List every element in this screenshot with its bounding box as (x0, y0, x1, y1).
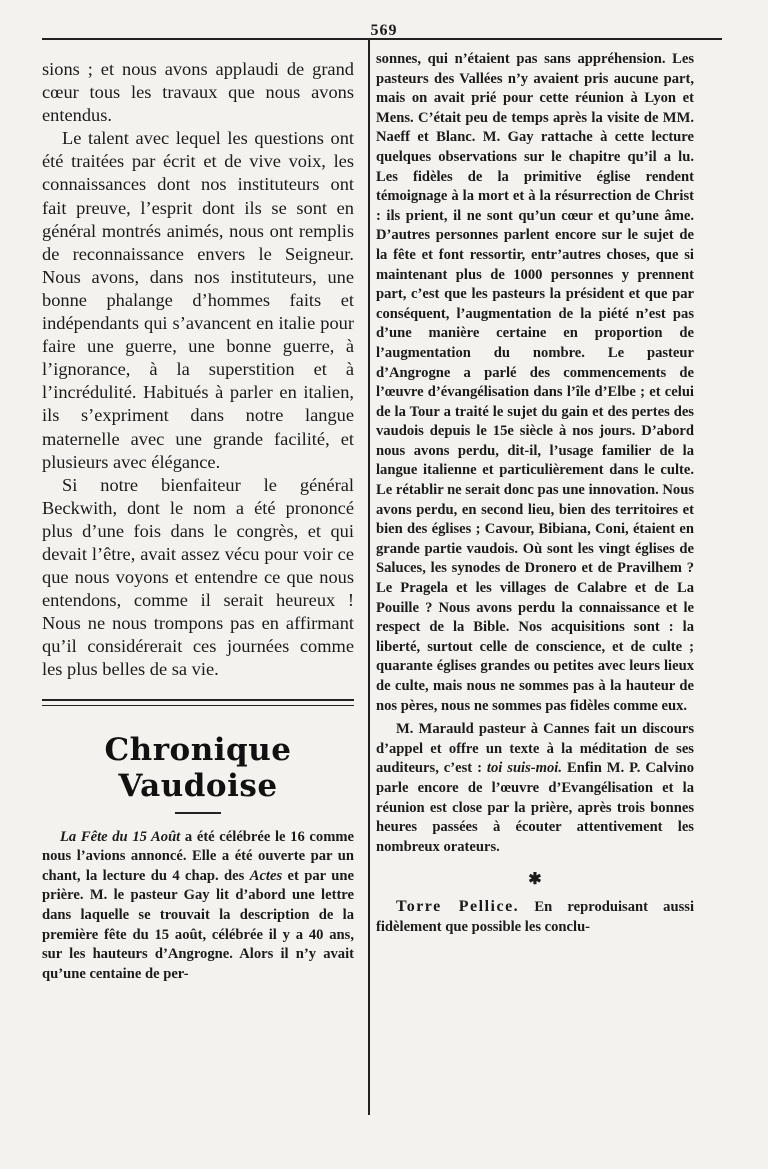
quote-text: toi suis-moi. (486, 760, 563, 777)
torre-pellice-text: En reproduisant aussi fidèlement que possible les conclu- (376, 899, 694, 935)
left-paragraph-2: Le talent avec lequel les questions ont été traitées par écrit et de vive voix, les connaissances dont nos instituteurs ont fait preuve, l’esprit dont ils se sont en général montrés animés, nous ont remplis de reconnaissance envers le Seigneur. Nous avons, dans nos instituteurs, une bonne phalange d’hommes faits et indépendants qui s’avancent en italie pour faire une guerre, une bonne guerre, à l’ignorance, à la superstition et à l’incrédulité. Habitués à parler en italien, ils s’expriment dans notre langue maternelle avec une grande facilité, et plusieurs avec élégance. (42, 128, 354, 472)
section-title: Chronique Vaudoise (104, 731, 292, 804)
torre-pellice-paragraph (376, 897, 694, 937)
left-paragraph-3: Si notre bienfaiteur le général Beckwith, dont le nom a été prononcé plus d’une fois dans le congrès, et qui devait l’être, avait assez vécu pour voir ce que nous voyons et entendre ce que nous entendons, comme il serait heureux ! Nous ne nous trompons pas en affirmant qu’il considérerait ces journées comme les plus belles de sa vie. (42, 474, 354, 680)
right-paragraph-1: sonnes, qui n’étaient pas sans appréhension. Les pasteurs des Vallées n’y avaient pris aucune part, mais on avait prié pour cette réunion à Lyon et Mens. C’était peu de temps après la visite de MM. Naeff et Blanc. M. Gay rattache à cette lecture quelques observations sur le chapitre qu’il a lu. Les fidèles de la primitive église rendent témoignage à la mort et à la résurrection de Christ : ils prient, il ne sont qu’un cœur et qu’une âme. D’autres personnes parlent encore sur le sujet de la fête et font ressortir, entr’autres choses, que si maintenant plus de 1000 personnes y prennent part, c’est que les pasteurs la président et que par conséquent, l’augmentation de la piété n’est pas d’une manière certaine en proportion de l’augmentation du nombre. Le pasteur d’Angrogne a parlé des commencements de l’œuvre d’évangélisation dans l’île d’Elbe ; et celui de la Tour a traité le sujet du gain et des pertes des vaudois depuis le 15e siècle à nos jours. D’abord nous avons perdu, dit-il, l’usage familier de la langue italienne et particulièrement dans le culte. Le rétablir ne serait donc pas une innovation. Nous avons perdu, en second lieu, bien des territoires et bien des églises ; Cavour, Bibiana, Coni, étaient en grande partie vaudois. Où sont les vingt églises de Saluces, les synodes de Dronero et de Pravilhem ? Le Pragela et les villages de Calabre et de La Pouille ? Nous avons perdu la connaissance et le respect de la Bible. Nos acquisitions sont : la liberté, surtout celle de conscience, et de culte ; quarante églises grandes ou petites avec leurs lieux de culte, mais nous ne sommes pas à la hauteur de nos pères, nous ne sommes pas fidèles comme eux. (376, 51, 694, 714)
page-number: 569 (370, 22, 398, 39)
asterism-separator: ✱ (528, 871, 542, 889)
header-rule (42, 38, 722, 40)
right-paragraph-2-end: Enfin M. P. Calvino parle encore de l’œuvre d’Evangélisation et la réunion est close par la prière, après trois bonnes heures passées à écouter attentivement les nombreux orateurs. (376, 760, 694, 855)
left-column (42, 58, 354, 984)
fete-title: La Fête du 15 Août (60, 828, 181, 845)
section-separator (42, 699, 354, 706)
actes-title: Actes (249, 867, 283, 884)
right-column (376, 50, 694, 938)
left-paragraph-1: sions ; et nous avons applaudi de grand cœur tous les travaux que nous avons entendus. (42, 59, 354, 126)
chronique-text-2: et par une prière. M. le pasteur Gay lit d’abord une lettre dans laquelle se trouvait la description de la première fête du 15 août, célébrée il y a 40 ans, sur les hauteurs d’Angrogne. Alors il n’y avait qu’une centaine de per- (42, 867, 354, 982)
right-paragraph-2 (376, 720, 694, 857)
chronique-paragraph (42, 828, 354, 985)
right-paragraph-2-start: M. Marauld pasteur à Cannes fait un discours d’appel et offre un texte à la méditation de ses auditeurs, c’est : (376, 721, 694, 777)
chronique-text-1: a été célébrée le 16 comme nous l’avions annoncé. Elle a été ouverte par un chant, la lecture du 4 chap. des (42, 828, 354, 884)
torre-pellice-heading: Torre Pellice. (396, 898, 520, 916)
title-underline (175, 812, 221, 814)
column-divider (368, 40, 370, 1115)
